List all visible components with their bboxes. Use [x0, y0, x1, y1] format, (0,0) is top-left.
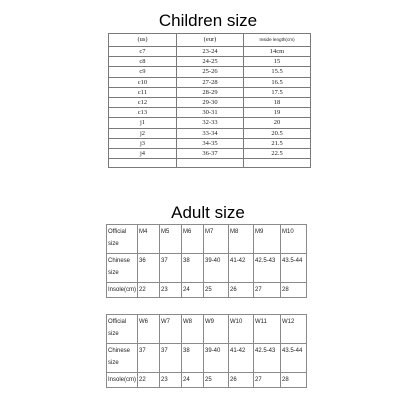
table-row — [107, 254, 307, 283]
table-cell: 43.5-44 — [281, 344, 307, 373]
table-cell: 41-42 — [229, 344, 254, 373]
table-row — [109, 138, 311, 148]
column-header: (us) — [109, 34, 177, 47]
table-cell: 20.5 — [244, 128, 311, 138]
table-cell: 25 — [204, 373, 229, 388]
table-cell: M7 — [204, 225, 229, 254]
table-cell: 39-40 — [204, 344, 229, 373]
table-cell: 37 — [160, 254, 182, 283]
table-cell: c7 — [109, 47, 177, 57]
table-cell: 38 — [182, 344, 204, 373]
table-cell: 21.5 — [244, 138, 311, 148]
table-cell: j4 — [109, 148, 177, 158]
table-cell: 25 — [204, 283, 229, 298]
table-cell: 42.5-43 — [254, 254, 281, 283]
table-row — [109, 67, 311, 77]
adult-size-table-men — [106, 224, 307, 298]
row-label: Chinese size — [107, 344, 138, 373]
row-label: Official size — [107, 225, 138, 254]
table-cell: 22 — [138, 373, 160, 388]
table-cell: c12 — [109, 97, 177, 107]
table-cell: 14cm — [244, 47, 311, 57]
table-cell: 25-26 — [177, 67, 244, 77]
table-cell: 42.5-43 — [254, 344, 281, 373]
table-cell: 22 — [138, 283, 160, 298]
table-row — [109, 87, 311, 97]
table-cell: 36-37 — [177, 148, 244, 158]
table-cell: M6 — [182, 225, 204, 254]
row-label: Insole(cm) — [107, 373, 138, 388]
table-cell: 28 — [281, 373, 307, 388]
table-cell: 15.5 — [244, 67, 311, 77]
table-row — [109, 118, 311, 128]
table-row — [109, 77, 311, 87]
table-row — [109, 57, 311, 67]
table-cell: 23-24 — [177, 47, 244, 57]
table-cell: 24 — [182, 283, 204, 298]
table-cell: 23 — [160, 373, 182, 388]
table-row — [107, 373, 307, 388]
table-row — [107, 344, 307, 373]
table-cell: 27 — [254, 283, 281, 298]
table-cell: 36 — [138, 254, 160, 283]
table-cell: W11 — [254, 315, 281, 344]
table-cell: 24 — [182, 373, 204, 388]
table-row — [109, 128, 311, 138]
table-cell: 23 — [160, 283, 182, 298]
table-cell: W12 — [281, 315, 307, 344]
table-cell: 24-25 — [177, 57, 244, 67]
table-cell: c9 — [109, 67, 177, 77]
column-header: Inside length(cm) — [244, 34, 311, 47]
table-cell: 37 — [138, 344, 160, 373]
table-cell: W9 — [204, 315, 229, 344]
table-cell: 27 — [254, 373, 281, 388]
table-cell: 34-35 — [177, 138, 244, 148]
table-cell: W10 — [229, 315, 254, 344]
table-cell: j2 — [109, 128, 177, 138]
table-row — [107, 315, 307, 344]
table-cell: M8 — [229, 225, 254, 254]
table-row — [109, 47, 311, 57]
table-cell: j1 — [109, 118, 177, 128]
table-cell: c8 — [109, 57, 177, 67]
table-cell: W8 — [182, 315, 204, 344]
table-cell: 22.5 — [244, 148, 311, 158]
table-cell: 16.5 — [244, 77, 311, 87]
table-cell: 38 — [182, 254, 204, 283]
table-row — [109, 97, 311, 107]
table-cell: 19 — [244, 108, 311, 118]
table-cell: c13 — [109, 108, 177, 118]
children-size-table — [108, 33, 311, 168]
table-cell: W7 — [160, 315, 182, 344]
table-cell: 26 — [229, 373, 254, 388]
column-header: (eur) — [177, 34, 244, 47]
table-row — [107, 283, 307, 298]
table-cell: j3 — [109, 138, 177, 148]
table-cell: 27-28 — [177, 77, 244, 87]
table-cell: 32-33 — [177, 118, 244, 128]
table-cell: M9 — [254, 225, 281, 254]
table-cell: 30-31 — [177, 108, 244, 118]
table-cell: 15 — [244, 57, 311, 67]
table-cell: 26 — [229, 283, 254, 298]
table-cell — [244, 159, 311, 168]
table-cell: c10 — [109, 77, 177, 87]
table-cell: W6 — [138, 315, 160, 344]
row-label: Official size — [107, 315, 138, 344]
table-cell: 41-42 — [229, 254, 254, 283]
table-cell: 20 — [244, 118, 311, 128]
table-row — [109, 108, 311, 118]
row-label: Chinese size — [107, 254, 138, 283]
table-cell: 18 — [244, 97, 311, 107]
table-cell: M10 — [281, 225, 307, 254]
table-cell: 17.5 — [244, 87, 311, 97]
children-size-title: Children size — [158, 11, 258, 30]
table-row — [109, 159, 311, 168]
table-cell: 28-29 — [177, 87, 244, 97]
table-cell — [177, 159, 244, 168]
table-cell — [109, 159, 177, 168]
adult-size-table-women — [106, 314, 307, 388]
table-cell: M4 — [138, 225, 160, 254]
table-cell: c11 — [109, 87, 177, 97]
adult-size-title: Adult size — [171, 203, 245, 222]
table-cell: M5 — [160, 225, 182, 254]
table-cell: 43.5-44 — [281, 254, 307, 283]
table-row — [109, 148, 311, 158]
row-label: Insole(cm) — [107, 283, 138, 298]
table-row — [107, 225, 307, 254]
table-header-row — [109, 34, 311, 47]
table-cell: 33-34 — [177, 128, 244, 138]
table-cell: 29-30 — [177, 97, 244, 107]
table-cell: 37 — [160, 344, 182, 373]
table-cell: 28 — [281, 283, 307, 298]
table-cell: 39-40 — [204, 254, 229, 283]
